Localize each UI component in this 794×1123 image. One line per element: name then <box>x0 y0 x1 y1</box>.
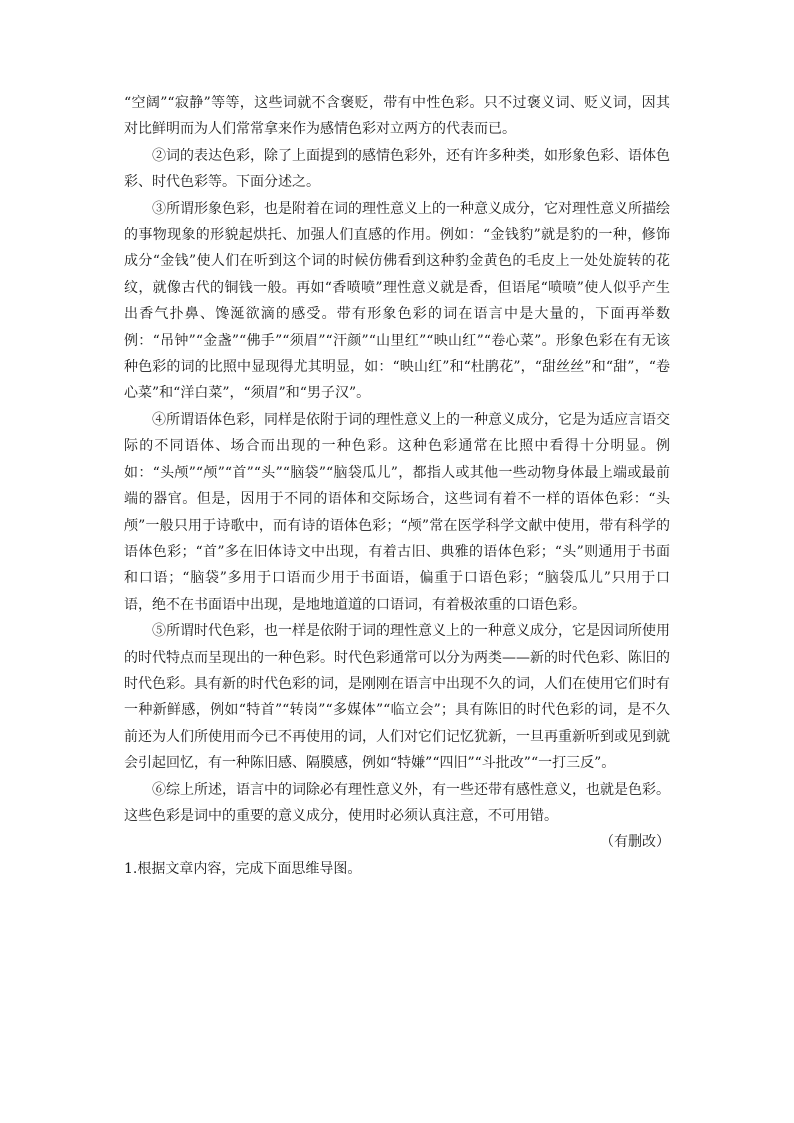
paragraph-6: ⑥综上所述，语言中的词除必有理性意义外，有一些还带有感性意义，也就是色彩。这些色彩是词中的重要的意义成分，使用时必须认真注意，不可用错。 <box>124 781 670 824</box>
paragraph-2: ②词的表达色彩，除了上面提到的感情色彩外，还有许多种类，如形象色彩、语体色彩、时代色彩等。下面分述之。 <box>124 147 670 191</box>
question-1: 1.根据文章内容，完成下面思维导图。 <box>124 860 362 877</box>
paragraph-3: ③所谓形象色彩，也是附着在词的理性意义上的一种意义成分，它对理性意义所描绘的事物现象的形貌起烘托、加强人们直感的作用。例如：“金钱豹”就是豹的一种，修饰成分“金钱”使人们在听到这个词的时候仿佛看到这种豹金黄色的毛皮上一处处旋转的花纹，就像古代的铜钱一般。再如“香喷喷”理性意义就是香，但语尾“喷喷”使人似乎产生出香气扑鼻、馋涎欲滴的感受。带有形象色彩的词在语言中是大量的，下面再举数例：“吊钟”“金盏”“佛手”“须眉”“汗颜”“山里红”“映山红”“卷心菜”。形象色彩在有无该种色彩的词的比照中显现得尤其明显，如：“映山红”和“杜鹃花”，“甜丝丝”和“甜”，“卷心菜”和“洋白菜”，“须眉”和“男子汉”。 <box>124 200 670 402</box>
paragraph-4: ④所谓语体色彩，同样是依附于词的理性意义上的一种意义成分，它是为适应言语交际的不同语体、场合而出现的一种色彩。这种色彩通常在比照中看得十分明显。例如：“头颅”“颅”“首”“头”“脑袋”“脑袋瓜儿”，都指人或其他一些动物身体最上端或最前端的器官。但是，因用于不同的语体和交际场合，这些词有着不一样的语体色彩：“头颅”一般只用于诗歌中，而有诗的语体色彩；“颅”常在医学科学文献中使用，带有科学的语体色彩；“首”多在旧体诗文中出现，有着古旧、典雅的语体色彩；“头”则通用于书面和口语；“脑袋”多用于口语而少用于书面语，偏重于口语色彩；“脑袋瓜儿”只用于口语，绝不在书面语中出现，是地地道道的口语词，有着极浓重的口语色彩。 <box>124 411 670 613</box>
paragraph-1-continued: “空阔”“寂静”等等，这些词就不含褒贬，带有中性色彩。只不过褒义词、贬义词，因其对比鲜明而为人们常常拿来作为感情色彩对立两方的代表而已。 <box>124 95 670 138</box>
paragraph-5: ⑤所谓时代色彩，也一样是依附于词的理性意义上的一种意义成分，它是因词所使用的时代特点而呈现出的一种色彩。时代色彩通常可以分为两类——新的时代色彩、陈旧的时代色彩。具有新的时代色彩的词，是刚刚在语言中出现不久的词，人们在使用它们时有一种新鲜感，例如“特首”“转岗”“多媒体”“临立会”；具有陈旧的时代色彩的词，是不久前还为人们所使用而今已不再使用的词，人们对它们记忆犹新，一旦再重新听到或见到就会引起回忆，有一种陈旧感、隔膜感，例如“特嫌”“四旧”“斗批改”“一打三反”。 <box>124 623 670 772</box>
document-page <box>124 90 670 882</box>
source-note: （有删改） <box>600 834 670 851</box>
